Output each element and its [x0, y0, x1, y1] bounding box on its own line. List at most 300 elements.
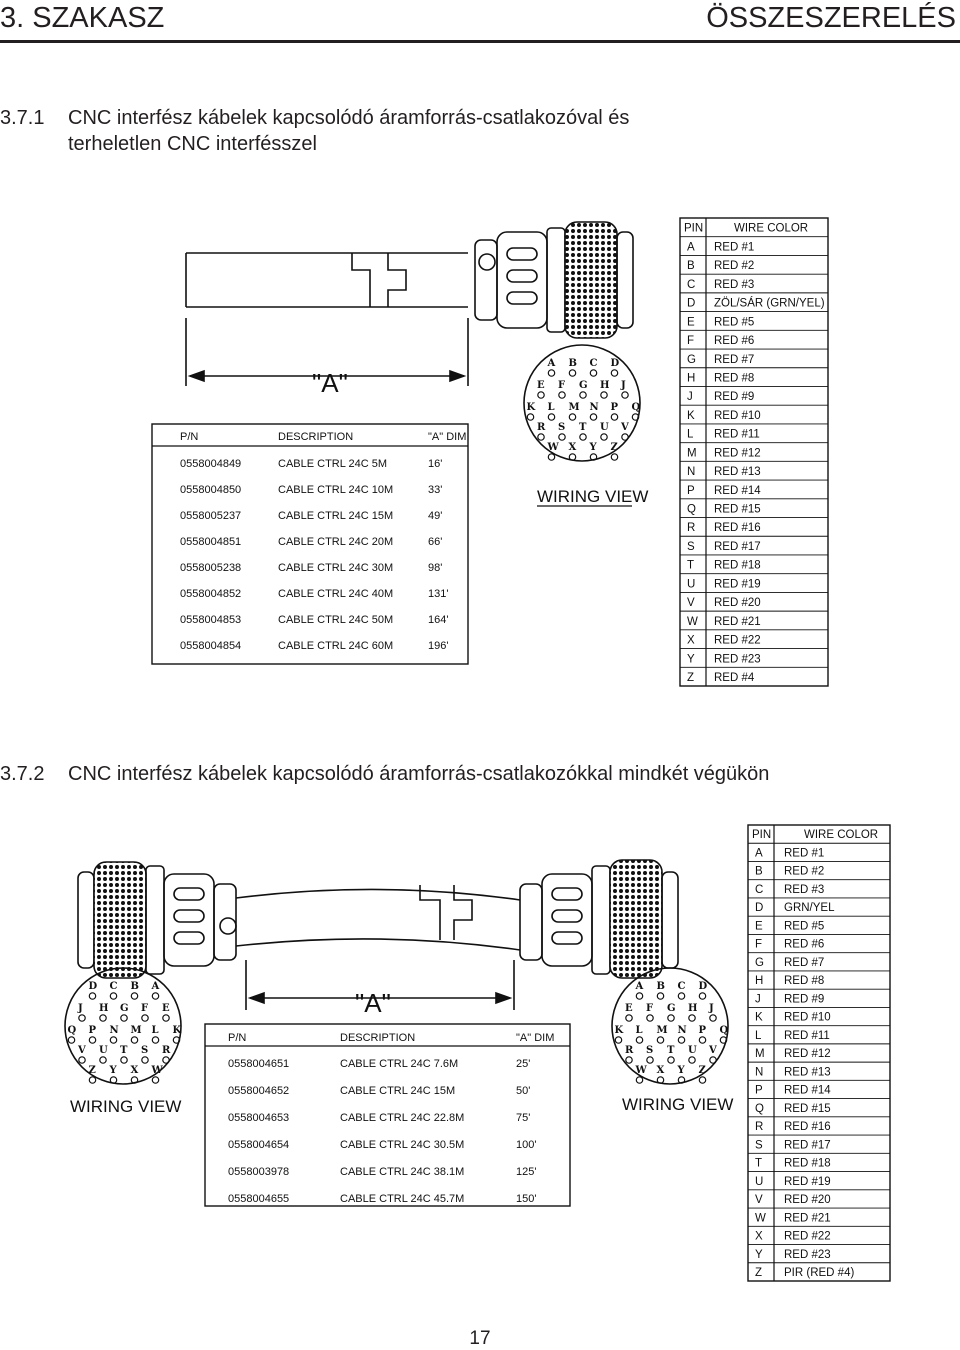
wire-color: RED #15: [784, 1102, 831, 1115]
chapter-label: ÖSSZESZERELÉS: [706, 2, 956, 34]
wire-color: RED #8: [784, 975, 825, 988]
wire-color: RED #5: [784, 920, 825, 933]
pin-label: S: [141, 1045, 149, 1056]
pin-letter: M: [687, 447, 697, 460]
pin-label: L: [151, 1025, 159, 1036]
wire-color: ZÖL/SÁR (GRN/YEL): [714, 297, 825, 310]
pin-label: J: [709, 1003, 714, 1014]
pin-label: Z: [88, 1065, 96, 1076]
table-cell: CABLE CTRL 24C 45.7M: [340, 1193, 465, 1205]
wire-color: RED #14: [784, 1084, 831, 1097]
pin-label: D: [610, 358, 620, 369]
table-cell: 66': [428, 536, 443, 548]
pin-label: L: [635, 1025, 643, 1036]
table-cell: 50': [516, 1085, 531, 1097]
section-title: CNC interfész kábelek kapcsolódó áramforrás-csatlakozókkal mindkét végükön: [68, 763, 770, 785]
pin-letter: L: [755, 1029, 762, 1042]
pin-label: F: [141, 1003, 149, 1014]
pin-label: U: [600, 422, 609, 433]
pin-socket: [569, 414, 575, 420]
pin-letter: A: [755, 847, 763, 860]
pin-socket: [163, 1015, 169, 1021]
pin-socket: [163, 1057, 169, 1063]
pin-letter: U: [687, 578, 696, 591]
pin-label: S: [646, 1045, 654, 1056]
wire-color: RED #6: [784, 938, 825, 951]
pin-label: K: [172, 1025, 182, 1036]
table-cell: 98': [428, 562, 443, 574]
wire-color-header: WIRE COLOR: [804, 829, 879, 842]
pin-label: H: [600, 380, 610, 391]
wire-color: RED #8: [714, 372, 755, 385]
table-header-cell: P/N: [228, 1032, 247, 1044]
pin-letter: X: [755, 1230, 763, 1243]
table-cell: CABLE CTRL 24C 7.6M: [340, 1058, 459, 1070]
pin-socket: [142, 1057, 148, 1063]
wire-color: RED #7: [784, 956, 825, 969]
pin-socket: [699, 1037, 705, 1043]
table-header-cell: "A" DIM: [516, 1032, 555, 1044]
pin-label: F: [646, 1003, 654, 1014]
table-cell: 0558005238: [180, 562, 242, 574]
table-cell: 125': [516, 1166, 537, 1178]
pin-label: E: [162, 1003, 170, 1014]
pin-socket: [548, 414, 554, 420]
pin-label: M: [130, 1025, 142, 1036]
table-cell: 0558004652: [228, 1085, 290, 1097]
wire-color: RED #13: [784, 1066, 831, 1079]
table-cell: 196': [428, 640, 449, 652]
pin-socket: [710, 1015, 716, 1021]
pin-letter: V: [687, 597, 695, 610]
pin-socket: [699, 993, 705, 999]
pin-socket: [626, 1015, 632, 1021]
wire-color: RED #19: [784, 1175, 831, 1188]
pin-letter: W: [755, 1212, 766, 1225]
pin-letter: G: [755, 956, 764, 969]
wire-color: RED #23: [784, 1248, 831, 1261]
pin-socket: [615, 1037, 621, 1043]
pin-label: H: [99, 1003, 109, 1014]
pin-socket: [699, 1077, 705, 1083]
pin-label: K: [526, 402, 536, 413]
pin-socket: [647, 1057, 653, 1063]
pin-label: D: [698, 981, 708, 992]
table-cell: 0558004851: [180, 536, 242, 548]
pin-label: V: [709, 1045, 717, 1056]
pin-socket: [668, 1057, 674, 1063]
pin-socket: [538, 392, 544, 398]
pin-letter: R: [687, 522, 696, 535]
wire-color: RED #2: [714, 260, 755, 273]
pin-letter: U: [755, 1175, 764, 1188]
pin-label: H: [688, 1003, 698, 1014]
table-cell: 16': [428, 458, 443, 470]
wire-color: RED #1: [714, 241, 755, 254]
pin-header: PIN: [752, 829, 772, 842]
wiring-view-label: WIRING VIEW: [537, 487, 649, 506]
pin-socket: [611, 454, 617, 460]
pin-letter: T: [755, 1157, 763, 1170]
table-cell: CABLE CTRL 24C 38.1M: [340, 1166, 465, 1178]
section-title-line1: CNC interfész kábelek kapcsolódó áramforrás-csatlakozóval és: [68, 107, 630, 129]
pin-label: Z: [610, 442, 618, 453]
pin-socket: [152, 1037, 158, 1043]
wire-color: RED #11: [784, 1029, 830, 1042]
wiring-view-left: [65, 968, 182, 1084]
table-header-cell: "A" DIM: [428, 431, 467, 443]
pin-socket: [622, 434, 628, 440]
pin-socket: [559, 434, 565, 440]
wire-color: RED #3: [714, 278, 755, 291]
pin-label: G: [120, 1003, 129, 1014]
pin-label: V: [78, 1045, 86, 1056]
pin-label: X: [130, 1065, 139, 1076]
pin-socket: [527, 414, 533, 420]
pin-label: X: [568, 442, 577, 453]
pin-socket: [131, 1037, 137, 1043]
table-header-cell: P/N: [180, 431, 199, 443]
table-cell: CABLE CTRL 24C 22.8M: [340, 1112, 465, 1124]
pin-letter: H: [755, 975, 764, 988]
table-cell: 164': [428, 614, 449, 626]
wire-color: RED #2: [784, 865, 825, 878]
pin-label: Q: [719, 1025, 729, 1036]
table-cell: 0558004853: [180, 614, 242, 626]
pin-label: S: [558, 422, 566, 433]
pin-letter: S: [755, 1139, 763, 1152]
pin-label: B: [130, 981, 139, 992]
pin-socket: [110, 1077, 116, 1083]
pin-label: W: [151, 1065, 163, 1076]
pin-socket: [689, 1057, 695, 1063]
table-cell: CABLE CTRL 24C 20M: [278, 536, 394, 548]
pin-label: N: [589, 402, 599, 413]
wire-color: RED #3: [784, 883, 825, 896]
table-cell: CABLE CTRL 24C 15M: [278, 510, 394, 522]
pin-label: E: [537, 380, 545, 391]
section-number: 3.7.1: [0, 107, 45, 129]
pin-label: R: [162, 1045, 171, 1056]
pin-label: T: [667, 1045, 675, 1056]
pin-header: PIN: [684, 222, 704, 235]
pin-letter: D: [687, 297, 696, 310]
pin-label: F: [558, 380, 566, 391]
pin-letter: H: [687, 372, 696, 385]
pin-socket: [636, 1037, 642, 1043]
pin-label: P: [698, 1025, 707, 1036]
pin-socket: [626, 1057, 632, 1063]
pin-letter: F: [687, 335, 695, 348]
pin-socket: [110, 993, 116, 999]
pin-label: V: [621, 422, 629, 433]
wiring-view-label-left: WIRING VIEW: [70, 1097, 182, 1116]
section-3-7-1-title-cont: terheletlen CNC interfésszel: [68, 133, 317, 155]
pin-letter: R: [755, 1121, 764, 1134]
pin-label: Y: [677, 1065, 685, 1076]
pin-letter: L: [687, 428, 694, 441]
pin-socket: [580, 434, 586, 440]
pin-letter: Z: [755, 1267, 763, 1279]
pin-letter: E: [687, 316, 695, 329]
pin-socket: [79, 1015, 85, 1021]
wire-color: RED #14: [714, 484, 761, 497]
pin-letter: Z: [687, 672, 695, 684]
wire-color: RED #15: [714, 503, 761, 516]
wire-color: RED #20: [714, 597, 761, 610]
table-cell: 0558005237: [180, 510, 242, 522]
pin-socket: [548, 454, 554, 460]
pin-socket: [121, 1015, 127, 1021]
wiring-view-label-right: WIRING VIEW: [622, 1095, 734, 1114]
wire-color: PIR (RED #4): [784, 1267, 855, 1279]
pin-letter: M: [755, 1048, 765, 1061]
pin-label: W: [547, 442, 559, 453]
wire-color: GRN/YEL: [784, 902, 835, 915]
pin-letter: J: [755, 993, 761, 1006]
wire-color: RED #4: [714, 672, 755, 684]
pin-socket: [121, 1057, 127, 1063]
wire-color: RED #12: [714, 447, 761, 460]
pin-socket: [580, 392, 586, 398]
table-cell: 131': [428, 588, 449, 600]
wire-color: RED #17: [784, 1139, 831, 1152]
pin-letter: C: [687, 278, 696, 291]
table-cell: 0558004653: [228, 1112, 290, 1124]
pin-letter: P: [687, 484, 695, 497]
wire-color: RED #1: [784, 847, 825, 860]
wire-color: RED #17: [714, 540, 761, 553]
table-cell: 0558003978: [228, 1166, 290, 1178]
wire-color: RED #21: [784, 1212, 831, 1225]
wire-color-header: WIRE COLOR: [734, 222, 809, 235]
section-number: 3.7.2: [0, 763, 45, 785]
wire-color: RED #6: [714, 335, 755, 348]
wire-color: RED #22: [784, 1230, 831, 1243]
pin-socket: [657, 993, 663, 999]
table-cell: 75': [516, 1112, 531, 1124]
wire-color: RED #10: [714, 409, 761, 422]
pin-label: W: [635, 1065, 647, 1076]
pin-label: G: [579, 380, 588, 391]
pin-label: X: [656, 1065, 665, 1076]
pin-label: K: [614, 1025, 624, 1036]
wire-color: RED #18: [714, 559, 761, 572]
pin-socket: [89, 1037, 95, 1043]
pin-label: P: [88, 1025, 97, 1036]
table-cell: 0558004651: [228, 1058, 290, 1070]
pin-socket: [100, 1057, 106, 1063]
pin-letter: F: [755, 938, 763, 951]
pin-letter: G: [687, 353, 696, 366]
pin-table-2: [748, 825, 890, 1281]
pin-socket: [601, 434, 607, 440]
pin-label: M: [656, 1025, 668, 1036]
pin-label: Z: [698, 1065, 706, 1076]
wire-color: RED #20: [784, 1194, 831, 1207]
wire-color: RED #21: [714, 615, 761, 628]
wire-color: RED #13: [714, 466, 761, 479]
pin-socket: [590, 370, 596, 376]
pin-letter: N: [687, 466, 696, 479]
pin-letter: T: [687, 559, 695, 572]
pin-letter: X: [687, 634, 695, 647]
pin-label: A: [635, 981, 644, 992]
wiring-view-right: [612, 968, 729, 1084]
wire-color: RED #9: [784, 993, 825, 1006]
pin-label: E: [625, 1003, 633, 1014]
cable-drawing-1: [186, 222, 633, 386]
pin-letter: B: [687, 260, 695, 273]
pin-label: C: [677, 981, 686, 992]
pin-table-1: [680, 218, 828, 686]
pin-label: G: [667, 1003, 676, 1014]
table-cell: CABLE CTRL 24C 50M: [278, 614, 394, 626]
wire-color: RED #11: [714, 428, 760, 441]
pin-socket: [89, 993, 95, 999]
wire-color: RED #16: [784, 1121, 831, 1134]
pin-socket: [548, 370, 554, 376]
pin-label: Q: [67, 1025, 77, 1036]
pin-letter: E: [755, 920, 763, 933]
pin-letter: Q: [687, 503, 696, 516]
pin-letter: S: [687, 540, 695, 553]
pin-socket: [131, 993, 137, 999]
wire-color: RED #12: [784, 1048, 831, 1061]
pin-label: U: [99, 1045, 108, 1056]
page-number: 17: [469, 1328, 491, 1349]
table-cell: CABLE CTRL 24C 30.5M: [340, 1139, 465, 1151]
pin-label: D: [88, 981, 98, 992]
wire-color: RED #10: [784, 1011, 831, 1024]
pin-socket: [152, 1077, 158, 1083]
wire-color: RED #5: [714, 316, 755, 329]
pin-socket: [689, 1015, 695, 1021]
pin-label: J: [621, 380, 626, 391]
pin-letter: Y: [687, 653, 695, 666]
pin-socket: [668, 1015, 674, 1021]
dim-label-a: "A": [312, 368, 348, 398]
pin-socket: [110, 1037, 116, 1043]
table-cell: 0558004852: [180, 588, 242, 600]
table-header-cell: DESCRIPTION: [278, 431, 354, 443]
pin-label: J: [78, 1003, 83, 1014]
wiring-view-1: [524, 345, 641, 461]
pin-socket: [142, 1015, 148, 1021]
pin-socket: [538, 434, 544, 440]
pin-letter: Q: [755, 1102, 764, 1115]
wire-color: RED #23: [714, 653, 761, 666]
table-cell: CABLE CTRL 24C 15M: [340, 1085, 456, 1097]
pin-label: R: [625, 1045, 634, 1056]
pin-socket: [569, 370, 575, 376]
pin-letter: D: [755, 902, 764, 915]
pin-socket: [559, 392, 565, 398]
table-cell: CABLE CTRL 24C 60M: [278, 640, 394, 652]
pin-letter: K: [755, 1011, 763, 1024]
pin-socket: [569, 454, 575, 460]
wire-color: RED #19: [714, 578, 761, 591]
pin-socket: [657, 1037, 663, 1043]
table-cell: 0558004854: [180, 640, 242, 652]
pin-socket: [611, 414, 617, 420]
table-cell: CABLE CTRL 24C 40M: [278, 588, 394, 600]
pin-label: Q: [631, 402, 641, 413]
pin-letter: A: [687, 241, 695, 254]
cable-table-1: [152, 424, 468, 664]
cable-table-2: [205, 1024, 570, 1206]
pin-socket: [89, 1077, 95, 1083]
table-cell: 25': [516, 1058, 531, 1070]
pin-socket: [657, 1077, 663, 1083]
pin-label: T: [579, 422, 587, 433]
table-cell: CABLE CTRL 24C 30M: [278, 562, 394, 574]
pin-socket: [622, 392, 628, 398]
table-cell: 0558004850: [180, 484, 242, 496]
table-cell: 100': [516, 1139, 537, 1151]
pin-label: Y: [109, 1065, 117, 1076]
pin-letter: N: [755, 1066, 764, 1079]
pin-label: A: [151, 981, 160, 992]
pin-socket: [678, 1037, 684, 1043]
table-cell: 33': [428, 484, 443, 496]
pin-letter: B: [755, 865, 763, 878]
pin-label: N: [677, 1025, 687, 1036]
pin-label: C: [109, 981, 118, 992]
wire-color: RED #16: [714, 522, 761, 535]
pin-label: T: [120, 1045, 128, 1056]
pin-socket: [678, 993, 684, 999]
pin-label: B: [568, 358, 577, 369]
wire-color: RED #22: [714, 634, 761, 647]
dim-label-a-2: "A": [355, 988, 391, 1018]
pin-label: B: [656, 981, 665, 992]
pin-letter: V: [755, 1194, 763, 1207]
pin-socket: [636, 1077, 642, 1083]
pin-letter: K: [687, 409, 695, 422]
pin-label: A: [547, 358, 556, 369]
pin-socket: [590, 414, 596, 420]
table-cell: 150': [516, 1193, 537, 1205]
pin-letter: J: [687, 391, 693, 404]
section-label: 3. SZAKASZ: [0, 2, 165, 34]
pin-letter: Y: [755, 1248, 763, 1261]
pin-label: M: [568, 402, 580, 413]
pin-letter: C: [755, 883, 764, 896]
pin-socket: [601, 392, 607, 398]
pin-socket: [100, 1015, 106, 1021]
pin-socket: [611, 370, 617, 376]
table-cell: 49': [428, 510, 443, 522]
pin-socket: [152, 993, 158, 999]
wire-color: RED #9: [714, 391, 755, 404]
table-cell: 0558004654: [228, 1139, 290, 1151]
pin-socket: [636, 993, 642, 999]
pin-socket: [79, 1057, 85, 1063]
wire-color: RED #18: [784, 1157, 831, 1170]
pin-label: U: [688, 1045, 697, 1056]
table-cell: 0558004655: [228, 1193, 290, 1205]
pin-socket: [647, 1015, 653, 1021]
table-cell: CABLE CTRL 24C 5M: [278, 458, 388, 470]
pin-label: N: [109, 1025, 119, 1036]
table-header-cell: DESCRIPTION: [340, 1032, 416, 1044]
wire-color: RED #7: [714, 353, 755, 366]
pin-letter: P: [755, 1084, 763, 1097]
pin-socket: [710, 1057, 716, 1063]
table-cell: CABLE CTRL 24C 10M: [278, 484, 394, 496]
table-cell: 0558004849: [180, 458, 242, 470]
